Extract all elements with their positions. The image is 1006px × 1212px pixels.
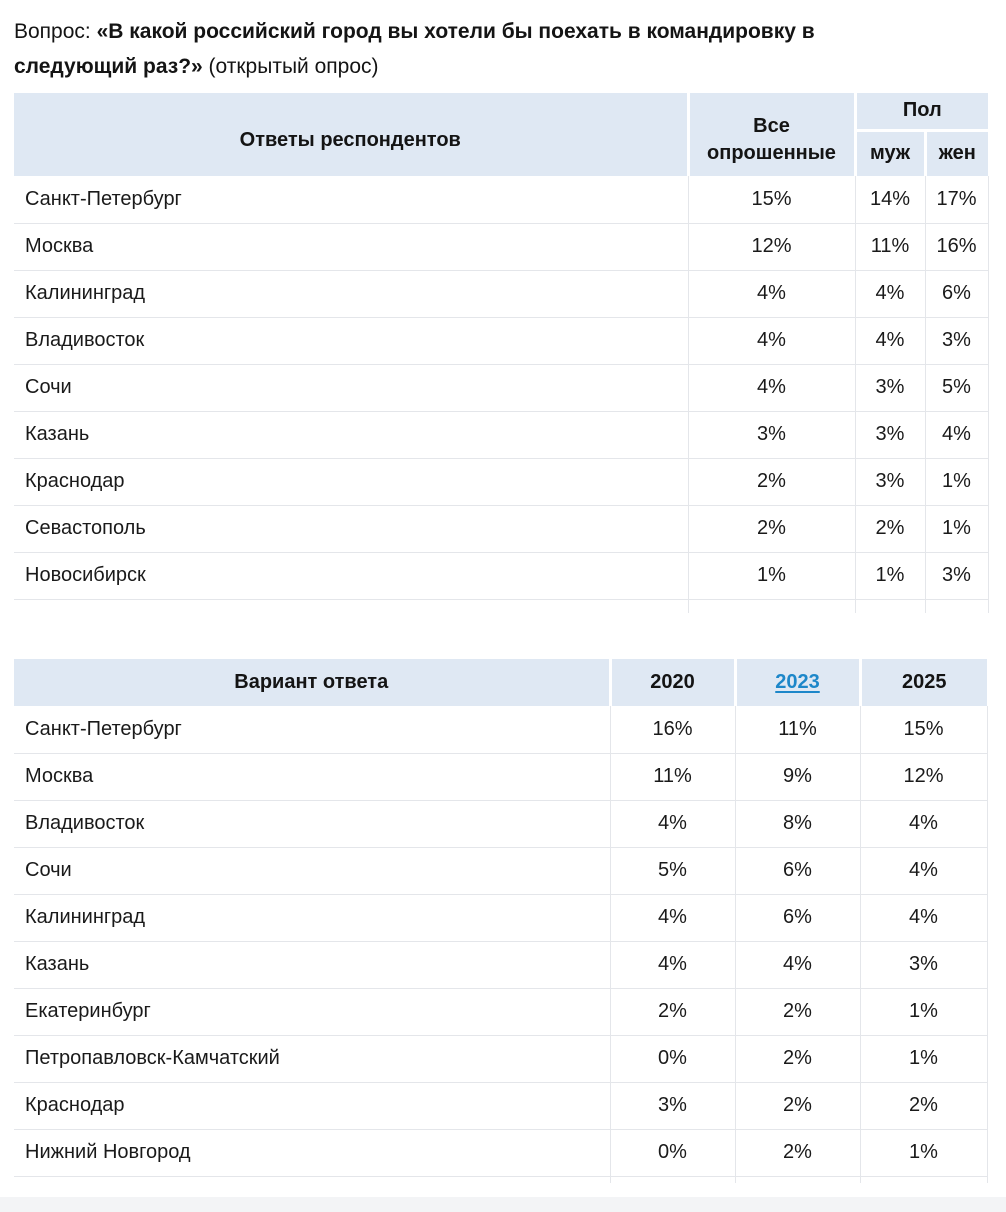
row-percent-value: 4%	[735, 941, 860, 988]
row-percent-value: 3%	[860, 941, 987, 988]
table-row	[14, 988, 987, 1035]
row-percent-value: 4%	[855, 270, 925, 317]
row-percent-value: 2%	[735, 1129, 860, 1176]
column-header-answers: Ответы респондентов	[14, 93, 688, 176]
row-percent-value: 3%	[855, 364, 925, 411]
question-prefix: Вопрос:	[14, 20, 97, 43]
column-header-year-2023	[735, 659, 860, 706]
row-percent-value: 3%	[925, 317, 988, 364]
row-city-label: Владивосток	[14, 800, 610, 847]
row-percent-value: 1%	[925, 458, 988, 505]
row-percent-value: 4%	[610, 800, 735, 847]
page-bottom-edge	[0, 1197, 1006, 1212]
row-city-label: Казань	[14, 411, 688, 458]
row-percent-value: 3%	[855, 458, 925, 505]
row-percent-value: 3%	[925, 552, 988, 599]
row-percent-value: 9%	[735, 753, 860, 800]
column-header-year-2025: 2025	[860, 659, 987, 706]
row-city-label: Москва	[14, 223, 688, 270]
row-percent-value: 4%	[925, 411, 988, 458]
row-city-label: Краснодар	[14, 1082, 610, 1129]
row-percent-value	[735, 1176, 860, 1183]
column-header-male: муж	[855, 130, 925, 176]
row-percent-value: 2%	[735, 1035, 860, 1082]
row-percent-value: 2%	[688, 505, 855, 552]
row-percent-value: 2%	[735, 988, 860, 1035]
year-2023-link[interactable]: 2023	[775, 671, 820, 693]
row-city-label: Севастополь	[14, 505, 688, 552]
row-percent-value: 1%	[925, 505, 988, 552]
row-percent-value: 0%	[610, 1129, 735, 1176]
row-percent-value	[610, 1176, 735, 1183]
row-percent-value: 6%	[735, 847, 860, 894]
row-percent-value: 3%	[610, 1082, 735, 1129]
row-percent-value: 16%	[610, 706, 735, 753]
row-percent-value: 16%	[925, 223, 988, 270]
table-row	[14, 753, 987, 800]
row-percent-value: 4%	[855, 317, 925, 364]
table-row	[14, 1082, 987, 1129]
column-header-year-2020: 2020	[610, 659, 735, 706]
row-percent-value: 1%	[860, 1129, 987, 1176]
row-percent-value: 17%	[925, 176, 988, 223]
row-percent-value: 1%	[855, 552, 925, 599]
row-percent-value: 1%	[860, 988, 987, 1035]
row-percent-value: 1%	[688, 552, 855, 599]
question-text: «В какой российский город вы хотели бы поехать в командировку в следующий раз?»	[14, 20, 815, 78]
row-percent-value	[860, 1176, 987, 1183]
row-percent-value: 4%	[688, 317, 855, 364]
row-percent-value: 2%	[855, 505, 925, 552]
row-percent-value: 2%	[735, 1082, 860, 1129]
row-percent-value: 4%	[610, 894, 735, 941]
row-city-label: Краснодар	[14, 458, 688, 505]
row-percent-value: 6%	[925, 270, 988, 317]
row-city-label: Нижний Новгород	[14, 1129, 610, 1176]
row-percent-value: 4%	[860, 847, 987, 894]
table-row	[14, 176, 988, 223]
row-percent-value: 3%	[688, 411, 855, 458]
question-suffix: (открытый опрос)	[202, 55, 379, 78]
table-row	[14, 552, 988, 599]
gender-breakdown-table	[14, 93, 989, 613]
table-row	[14, 1176, 987, 1183]
row-percent-value: 4%	[610, 941, 735, 988]
column-header-all-respondents: Все опрошенные	[688, 93, 855, 176]
table-row	[14, 223, 988, 270]
row-percent-value: 15%	[688, 176, 855, 223]
row-percent-value: 6%	[735, 894, 860, 941]
table-row	[14, 1035, 987, 1082]
row-percent-value: 1%	[860, 1035, 987, 1082]
row-percent-value	[925, 599, 988, 613]
row-percent-value: 4%	[688, 364, 855, 411]
row-percent-value: 8%	[735, 800, 860, 847]
row-city-label: Петропавловск-Камчатский	[14, 1035, 610, 1082]
row-city-label: Владивосток	[14, 317, 688, 364]
row-percent-value: 11%	[610, 753, 735, 800]
table-row	[14, 800, 987, 847]
page-title	[14, 14, 914, 84]
row-percent-value: 5%	[925, 364, 988, 411]
row-percent-value: 12%	[860, 753, 987, 800]
table-row	[14, 706, 987, 753]
row-city-label: Казань	[14, 941, 610, 988]
table-row	[14, 505, 988, 552]
row-percent-value: 2%	[860, 1082, 987, 1129]
row-percent-value: 14%	[855, 176, 925, 223]
row-city-label: Сочи	[14, 364, 688, 411]
row-city-label: Калининград	[14, 270, 688, 317]
row-city-label: Сочи	[14, 847, 610, 894]
table-row	[14, 1129, 987, 1176]
row-city-label	[14, 1176, 610, 1183]
table-row	[14, 894, 987, 941]
table-row	[14, 599, 988, 613]
row-percent-value: 4%	[860, 800, 987, 847]
table-row	[14, 941, 987, 988]
column-group-header-gender: Пол	[855, 93, 988, 130]
table-row	[14, 458, 988, 505]
row-city-label	[14, 599, 688, 613]
column-header-female: жен	[925, 130, 988, 176]
table-row	[14, 317, 988, 364]
years-comparison-table	[14, 659, 988, 1183]
row-city-label: Санкт-Петербург	[14, 176, 688, 223]
row-city-label: Санкт-Петербург	[14, 706, 610, 753]
row-percent-value	[688, 599, 855, 613]
row-percent-value: 4%	[860, 894, 987, 941]
table-row	[14, 411, 988, 458]
table-row	[14, 847, 987, 894]
row-percent-value: 15%	[860, 706, 987, 753]
row-percent-value: 5%	[610, 847, 735, 894]
row-city-label: Калининград	[14, 894, 610, 941]
row-percent-value: 11%	[855, 223, 925, 270]
row-percent-value: 12%	[688, 223, 855, 270]
row-percent-value	[855, 599, 925, 613]
column-header-answer-option: Вариант ответа	[14, 659, 610, 706]
row-percent-value: 2%	[610, 988, 735, 1035]
row-percent-value: 4%	[688, 270, 855, 317]
table-row	[14, 270, 988, 317]
row-city-label: Москва	[14, 753, 610, 800]
row-percent-value: 0%	[610, 1035, 735, 1082]
row-percent-value: 3%	[855, 411, 925, 458]
gender-table-container	[0, 93, 1006, 613]
row-percent-value: 2%	[688, 458, 855, 505]
row-city-label: Новосибирск	[14, 552, 688, 599]
row-percent-value: 11%	[735, 706, 860, 753]
years-table-container	[0, 659, 1006, 1183]
table-row	[14, 364, 988, 411]
row-city-label: Екатеринбург	[14, 988, 610, 1035]
